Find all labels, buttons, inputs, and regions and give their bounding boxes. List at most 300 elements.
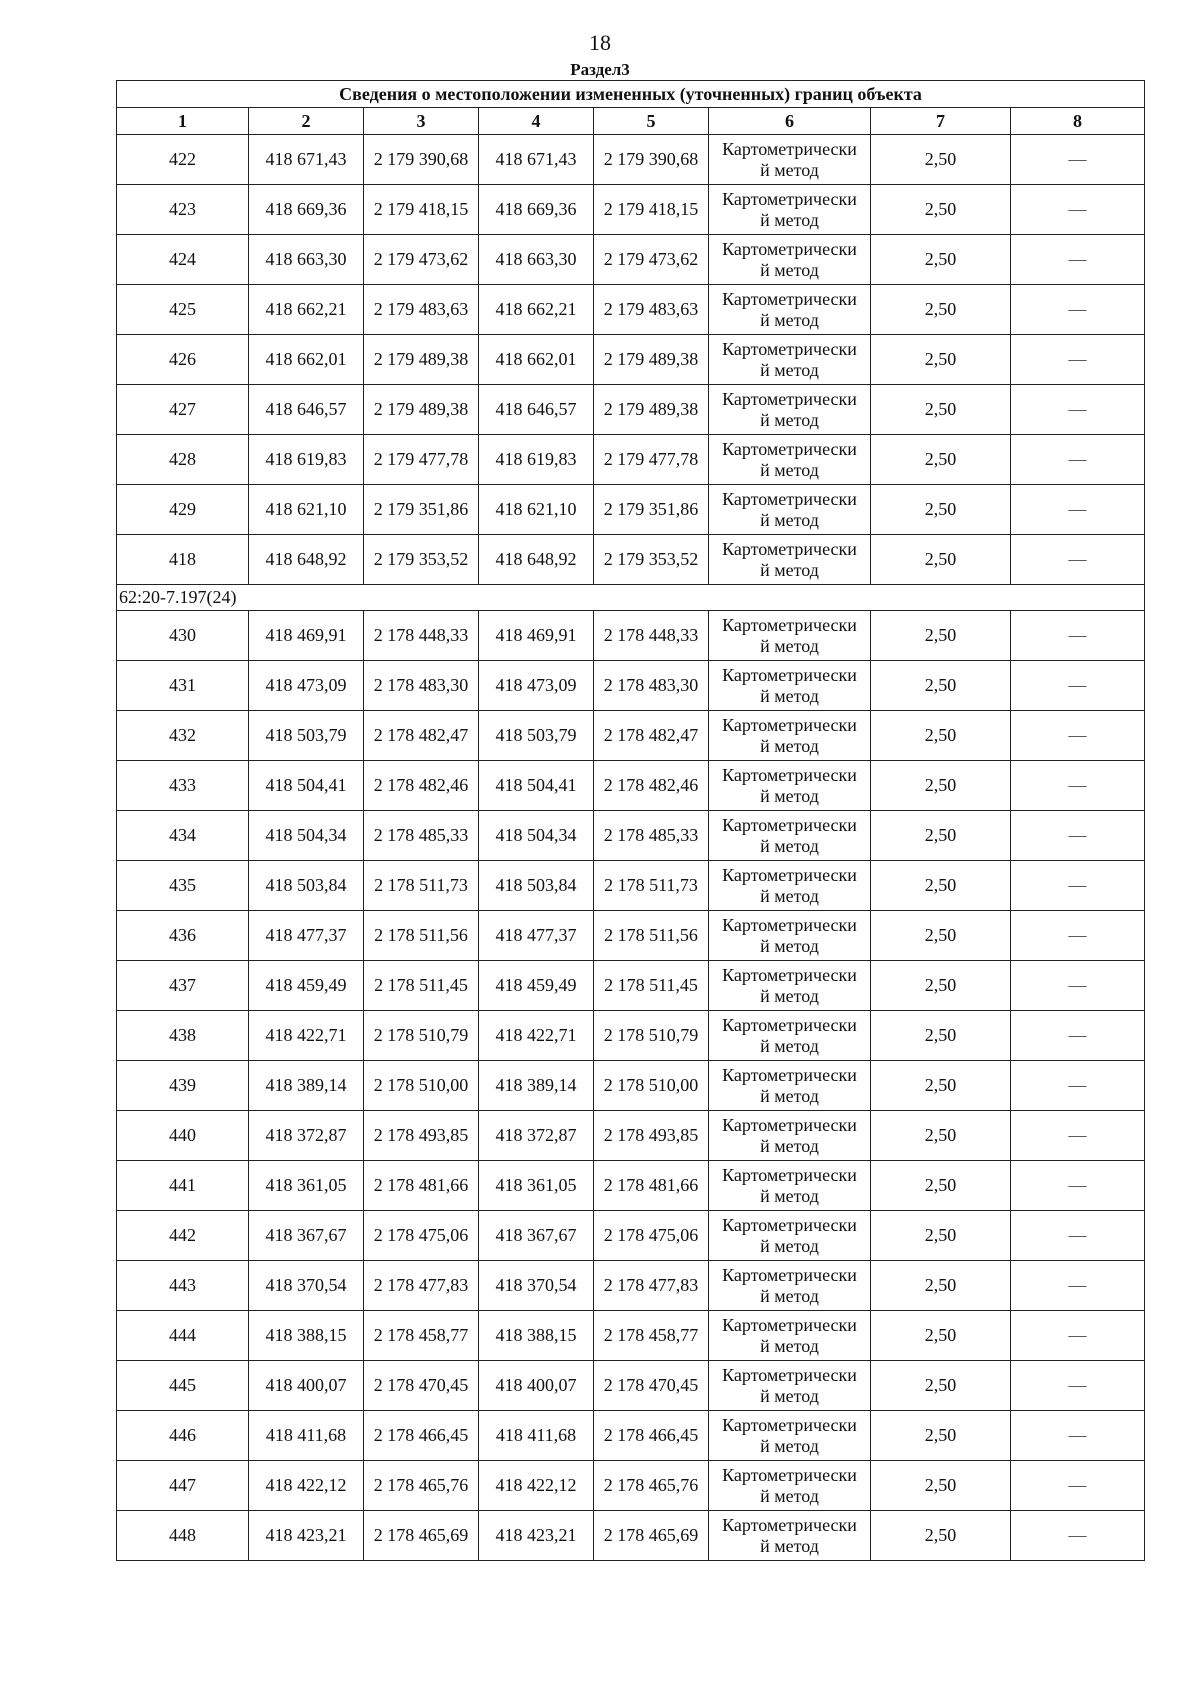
method-line: Картометрически xyxy=(722,1064,857,1085)
table-cell: 432 xyxy=(117,711,249,761)
column-number: 7 xyxy=(871,108,1011,135)
method-line: й метод xyxy=(760,835,819,856)
table-cell: 2 178 510,00 xyxy=(364,1061,479,1111)
table-cell: 2,50 xyxy=(871,285,1011,335)
table-cell: 2 178 448,33 xyxy=(594,611,709,661)
method-cell xyxy=(709,1111,871,1161)
table-cell: 2 178 485,33 xyxy=(364,811,479,861)
table-row xyxy=(117,611,1145,661)
table-cell: 2 179 483,63 xyxy=(364,285,479,335)
section-title: Раздел3 xyxy=(570,60,630,79)
table-cell: 418 504,34 xyxy=(249,811,364,861)
table-cell: 418 619,83 xyxy=(249,435,364,485)
table-cell: — xyxy=(1011,1261,1145,1311)
method-line: й метод xyxy=(760,1035,819,1056)
table-cell: — xyxy=(1011,611,1145,661)
method-line: й метод xyxy=(760,1435,819,1456)
method-line: й метод xyxy=(760,359,819,380)
method-line: й метод xyxy=(760,1235,819,1256)
table-cell: 433 xyxy=(117,761,249,811)
table-cell: 425 xyxy=(117,285,249,335)
method-line: Картометрически xyxy=(722,1164,857,1185)
table-cell: 443 xyxy=(117,1261,249,1311)
method-line: Картометрически xyxy=(722,238,857,259)
method-line: Картометрически xyxy=(722,138,857,159)
table-cell: — xyxy=(1011,1161,1145,1211)
table-cell: 2,50 xyxy=(871,235,1011,285)
table-cell: 2 179 418,15 xyxy=(364,185,479,235)
method-line: Картометрически xyxy=(722,864,857,885)
table-cell: 2 179 489,38 xyxy=(594,385,709,435)
table-cell: — xyxy=(1011,911,1145,961)
method-line: й метод xyxy=(760,459,819,480)
method-cell xyxy=(709,1211,871,1261)
table-cell: 2,50 xyxy=(871,1511,1011,1561)
table-cell: 2 178 470,45 xyxy=(364,1361,479,1411)
method-line: Картометрически xyxy=(722,1464,857,1485)
table-cell: 2 178 511,56 xyxy=(594,911,709,961)
table-cell: 436 xyxy=(117,911,249,961)
table-cell: 2 178 465,76 xyxy=(364,1461,479,1511)
method-cell xyxy=(709,135,871,185)
table-cell: 418 669,36 xyxy=(479,185,594,235)
method-line: Картометрически xyxy=(722,1364,857,1385)
method-line: Картометрически xyxy=(722,964,857,985)
table-cell: 2,50 xyxy=(871,611,1011,661)
table-cell: 2 178 493,85 xyxy=(364,1111,479,1161)
table-cell: 418 370,54 xyxy=(249,1261,364,1311)
method-line: й метод xyxy=(760,1485,819,1506)
table-cell: — xyxy=(1011,485,1145,535)
method-line: й метод xyxy=(760,1535,819,1556)
table-cell: 418 423,21 xyxy=(479,1511,594,1561)
table-cell: 418 411,68 xyxy=(479,1411,594,1461)
table-cell: — xyxy=(1011,1511,1145,1561)
table-cell: — xyxy=(1011,235,1145,285)
table-cell: — xyxy=(1011,1011,1145,1061)
table-cell: — xyxy=(1011,435,1145,485)
table-row xyxy=(117,435,1145,485)
table-cell: 418 646,57 xyxy=(479,385,594,435)
table-cell: — xyxy=(1011,1411,1145,1461)
method-line: Картометрически xyxy=(722,1414,857,1435)
table-cell: 447 xyxy=(117,1461,249,1511)
table-cell: 2 179 473,62 xyxy=(594,235,709,285)
method-cell xyxy=(709,235,871,285)
table-row xyxy=(117,961,1145,1011)
table-cell: 418 503,84 xyxy=(249,861,364,911)
method-line: й метод xyxy=(760,1335,819,1356)
method-cell xyxy=(709,335,871,385)
table-cell: 418 503,79 xyxy=(479,711,594,761)
table-row xyxy=(117,1161,1145,1211)
table-cell: 418 459,49 xyxy=(479,961,594,1011)
table-cell: 2 178 511,73 xyxy=(364,861,479,911)
table-cell: 418 367,67 xyxy=(479,1211,594,1261)
table-cell: — xyxy=(1011,185,1145,235)
method-line: Картометрически xyxy=(722,814,857,835)
method-line: Картометрически xyxy=(722,764,857,785)
method-cell xyxy=(709,1511,871,1561)
table-cell: — xyxy=(1011,861,1145,911)
table-cell: 418 648,92 xyxy=(249,535,364,585)
method-cell xyxy=(709,435,871,485)
table-cell: 2,50 xyxy=(871,535,1011,585)
method-cell xyxy=(709,811,871,861)
table-cell: 2 178 481,66 xyxy=(364,1161,479,1211)
method-line: й метод xyxy=(760,509,819,530)
table-cell: — xyxy=(1011,961,1145,1011)
table-row xyxy=(117,1461,1145,1511)
table-cell: 2 179 489,38 xyxy=(594,335,709,385)
table-cell: 2 178 465,76 xyxy=(594,1461,709,1511)
table-cell: 428 xyxy=(117,435,249,485)
table-cell: 2,50 xyxy=(871,335,1011,385)
table-row xyxy=(117,185,1145,235)
table-row xyxy=(117,335,1145,385)
table-cell: — xyxy=(1011,761,1145,811)
table-row xyxy=(117,1061,1145,1111)
method-line: Картометрически xyxy=(722,1264,857,1285)
table-cell: 434 xyxy=(117,811,249,861)
table-cell: 2,50 xyxy=(871,1011,1011,1061)
table-cell: — xyxy=(1011,385,1145,435)
table-cell: 418 422,12 xyxy=(249,1461,364,1511)
table-row xyxy=(117,485,1145,535)
table-cell: 418 473,09 xyxy=(249,661,364,711)
method-cell xyxy=(709,1161,871,1211)
table-cell: 2,50 xyxy=(871,1211,1011,1261)
table-cell: 437 xyxy=(117,961,249,1011)
table-cell: 418 621,10 xyxy=(249,485,364,535)
table-row xyxy=(117,861,1145,911)
table-cell: 2 178 465,69 xyxy=(364,1511,479,1561)
table-cell: 418 503,84 xyxy=(479,861,594,911)
table-cell: — xyxy=(1011,1461,1145,1511)
table-row xyxy=(117,385,1145,435)
table-cell: — xyxy=(1011,285,1145,335)
table-cell: 418 671,43 xyxy=(249,135,364,185)
table-cell: 418 388,15 xyxy=(479,1311,594,1361)
table-row xyxy=(117,811,1145,861)
boundary-coordinates-table xyxy=(116,80,1145,1561)
method-line: й метод xyxy=(760,1135,819,1156)
table-cell: 2,50 xyxy=(871,961,1011,1011)
column-number-row xyxy=(117,108,1145,135)
table-cell: — xyxy=(1011,711,1145,761)
table-cell: 2,50 xyxy=(871,435,1011,485)
table-cell: 2,50 xyxy=(871,1061,1011,1111)
column-number: 1 xyxy=(117,108,249,135)
table-cell: 418 388,15 xyxy=(249,1311,364,1361)
table-cell: 2,50 xyxy=(871,1161,1011,1211)
method-cell xyxy=(709,1411,871,1461)
method-line: й метод xyxy=(760,935,819,956)
method-line: Картометрически xyxy=(722,1314,857,1335)
method-line: й метод xyxy=(760,885,819,906)
method-cell xyxy=(709,961,871,1011)
table-cell: 418 469,91 xyxy=(249,611,364,661)
table-cell: 418 xyxy=(117,535,249,585)
table-cell: 418 389,14 xyxy=(479,1061,594,1111)
table-cell: — xyxy=(1011,811,1145,861)
method-line: Картометрически xyxy=(722,1114,857,1135)
table-cell: 418 503,79 xyxy=(249,711,364,761)
table-cell: 2 178 510,79 xyxy=(594,1011,709,1061)
table-cell: 2 178 481,66 xyxy=(594,1161,709,1211)
method-line: й метод xyxy=(760,635,819,656)
table-cell: 418 372,87 xyxy=(479,1111,594,1161)
method-cell xyxy=(709,911,871,961)
table-cell: 2 178 483,30 xyxy=(364,661,479,711)
table-cell: 2 178 483,30 xyxy=(594,661,709,711)
table-cell: 2,50 xyxy=(871,861,1011,911)
table-cell: 2 179 390,68 xyxy=(594,135,709,185)
table-cell: — xyxy=(1011,661,1145,711)
method-line: Картометрически xyxy=(722,538,857,559)
method-line: й метод xyxy=(760,259,819,280)
table-cell: 442 xyxy=(117,1211,249,1261)
method-line: Картометрически xyxy=(722,388,857,409)
method-cell xyxy=(709,385,871,435)
table-cell: 418 367,67 xyxy=(249,1211,364,1261)
table-cell: 2 178 482,46 xyxy=(364,761,479,811)
table-cell: 441 xyxy=(117,1161,249,1211)
table-row xyxy=(117,911,1145,961)
table-row xyxy=(117,761,1145,811)
table-row xyxy=(117,1411,1145,1461)
method-cell xyxy=(709,485,871,535)
method-cell xyxy=(709,285,871,335)
method-line: й метод xyxy=(760,1385,819,1406)
table-caption: Сведения о местоположении измененных (уточненных) границ объекта xyxy=(117,81,1145,108)
method-cell xyxy=(709,861,871,911)
table-cell: 2,50 xyxy=(871,1411,1011,1461)
table-cell: — xyxy=(1011,1361,1145,1411)
table-cell: 418 400,07 xyxy=(249,1361,364,1411)
table-cell: 448 xyxy=(117,1511,249,1561)
table-cell: — xyxy=(1011,1111,1145,1161)
table-cell: 418 473,09 xyxy=(479,661,594,711)
table-row xyxy=(117,1511,1145,1561)
table-cell: 2 178 465,69 xyxy=(594,1511,709,1561)
table-cell: 422 xyxy=(117,135,249,185)
method-line: й метод xyxy=(760,1185,819,1206)
table-cell: 418 621,10 xyxy=(479,485,594,535)
table-cell: 2 179 489,38 xyxy=(364,385,479,435)
column-number: 3 xyxy=(364,108,479,135)
table-cell: 2 178 475,06 xyxy=(364,1211,479,1261)
table-cell: 2,50 xyxy=(871,135,1011,185)
method-line: Картометрически xyxy=(722,188,857,209)
table-cell: 439 xyxy=(117,1061,249,1111)
table-row xyxy=(117,661,1145,711)
table-cell: 2,50 xyxy=(871,911,1011,961)
method-line: Картометрически xyxy=(722,914,857,935)
method-cell xyxy=(709,1061,871,1111)
table-cell: 2 178 510,79 xyxy=(364,1011,479,1061)
table-cell: 424 xyxy=(117,235,249,285)
table-cell: 2,50 xyxy=(871,761,1011,811)
table-cell: 418 662,01 xyxy=(479,335,594,385)
table-cell: 2 178 466,45 xyxy=(364,1411,479,1461)
table-cell: 2 178 510,00 xyxy=(594,1061,709,1111)
table-cell: 2 178 485,33 xyxy=(594,811,709,861)
table-cell: 435 xyxy=(117,861,249,911)
method-line: й метод xyxy=(760,735,819,756)
table-cell: 418 648,92 xyxy=(479,535,594,585)
method-line: Картометрически xyxy=(722,338,857,359)
table-cell: 2 178 511,45 xyxy=(364,961,479,1011)
method-cell xyxy=(709,1261,871,1311)
table-cell: 2 179 483,63 xyxy=(594,285,709,335)
table-cell: 431 xyxy=(117,661,249,711)
table-cell: 2 179 477,78 xyxy=(594,435,709,485)
table-cell: 427 xyxy=(117,385,249,435)
method-line: й метод xyxy=(760,559,819,580)
method-cell xyxy=(709,535,871,585)
table-row xyxy=(117,535,1145,585)
table-cell: 429 xyxy=(117,485,249,535)
table-cell: 2 178 466,45 xyxy=(594,1411,709,1461)
table-cell: 418 662,21 xyxy=(479,285,594,335)
table-cell: 418 361,05 xyxy=(249,1161,364,1211)
table-cell: — xyxy=(1011,135,1145,185)
column-number: 5 xyxy=(594,108,709,135)
table-cell: 2 179 489,38 xyxy=(364,335,479,385)
method-cell xyxy=(709,761,871,811)
table-cell: 430 xyxy=(117,611,249,661)
method-line: Картометрически xyxy=(722,288,857,309)
table-cell: 418 361,05 xyxy=(479,1161,594,1211)
table-cell: 2 178 511,73 xyxy=(594,861,709,911)
table-row xyxy=(117,1261,1145,1311)
table-cell: 2,50 xyxy=(871,485,1011,535)
table-cell: 2,50 xyxy=(871,1311,1011,1361)
column-number: 4 xyxy=(479,108,594,135)
table-cell: 418 400,07 xyxy=(479,1361,594,1411)
method-line: й метод xyxy=(760,785,819,806)
table-row xyxy=(117,1211,1145,1261)
method-line: Картометрически xyxy=(722,1514,857,1535)
table-cell: 418 504,34 xyxy=(479,811,594,861)
table-row xyxy=(117,1361,1145,1411)
table-cell: 2 178 470,45 xyxy=(594,1361,709,1411)
table-cell: 2 178 482,47 xyxy=(594,711,709,761)
table-cell: 2,50 xyxy=(871,1261,1011,1311)
table-cell: 418 370,54 xyxy=(479,1261,594,1311)
method-line: Картометрически xyxy=(722,714,857,735)
table-cell: 2 179 390,68 xyxy=(364,135,479,185)
table-cell: 2 179 351,86 xyxy=(594,485,709,535)
method-line: й метод xyxy=(760,985,819,1006)
table-cell: 418 662,21 xyxy=(249,285,364,335)
table-row xyxy=(117,235,1145,285)
method-cell xyxy=(709,1311,871,1361)
table-cell: 426 xyxy=(117,335,249,385)
table-cell: 2,50 xyxy=(871,185,1011,235)
table-row xyxy=(117,135,1145,185)
method-line: й метод xyxy=(760,1085,819,1106)
table-cell: 418 477,37 xyxy=(479,911,594,961)
table-cell: 440 xyxy=(117,1111,249,1161)
method-line: Картометрически xyxy=(722,614,857,635)
table-cell: 418 477,37 xyxy=(249,911,364,961)
method-line: й метод xyxy=(760,209,819,230)
method-line: й метод xyxy=(760,159,819,180)
method-cell xyxy=(709,1461,871,1511)
table-cell: 2 178 477,83 xyxy=(594,1261,709,1311)
table-cell: — xyxy=(1011,535,1145,585)
cadastral-number-label: 62:20-7.197(24) xyxy=(117,585,1145,611)
table-cell: 418 422,12 xyxy=(479,1461,594,1511)
table-cell: 423 xyxy=(117,185,249,235)
table-cell: 2 179 477,78 xyxy=(364,435,479,485)
table-cell: 2,50 xyxy=(871,661,1011,711)
table-cell: 2 179 418,15 xyxy=(594,185,709,235)
table-cell: 418 669,36 xyxy=(249,185,364,235)
table-cell: 418 422,71 xyxy=(249,1011,364,1061)
table-cell: 2 178 448,33 xyxy=(364,611,479,661)
table-row xyxy=(117,711,1145,761)
method-line: й метод xyxy=(760,1285,819,1306)
table-cell: 2 178 458,77 xyxy=(594,1311,709,1361)
table-cell: 2,50 xyxy=(871,1461,1011,1511)
table-cell: 2 179 353,52 xyxy=(364,535,479,585)
table-row xyxy=(117,285,1145,335)
table-cell: 418 619,83 xyxy=(479,435,594,485)
table-cell: 2,50 xyxy=(871,811,1011,861)
page-number: 18 xyxy=(589,30,611,55)
column-number: 2 xyxy=(249,108,364,135)
table-cell: 418 646,57 xyxy=(249,385,364,435)
table-cell: 2 178 511,56 xyxy=(364,911,479,961)
column-number: 8 xyxy=(1011,108,1145,135)
table-row xyxy=(117,1111,1145,1161)
method-cell xyxy=(709,611,871,661)
table-cell: 418 663,30 xyxy=(479,235,594,285)
table-cell: — xyxy=(1011,1211,1145,1261)
method-line: Картометрически xyxy=(722,1214,857,1235)
table-cell: 2,50 xyxy=(871,1361,1011,1411)
table-cell: 418 504,41 xyxy=(479,761,594,811)
method-line: й метод xyxy=(760,409,819,430)
table-cell: 2 178 482,47 xyxy=(364,711,479,761)
table-cell: 2,50 xyxy=(871,711,1011,761)
table-cell: 2,50 xyxy=(871,1111,1011,1161)
table-cell: 2,50 xyxy=(871,385,1011,435)
table-cell: 2 178 458,77 xyxy=(364,1311,479,1361)
table-cell: 2 178 482,46 xyxy=(594,761,709,811)
method-cell xyxy=(709,1011,871,1061)
group-row xyxy=(117,585,1145,611)
table-cell: 418 411,68 xyxy=(249,1411,364,1461)
method-cell xyxy=(709,185,871,235)
table-cell: — xyxy=(1011,1311,1145,1361)
table-cell: 2 179 473,62 xyxy=(364,235,479,285)
method-line: й метод xyxy=(760,309,819,330)
method-cell xyxy=(709,661,871,711)
method-line: Картометрически xyxy=(722,1014,857,1035)
table-cell: 418 662,01 xyxy=(249,335,364,385)
method-line: Картометрически xyxy=(722,438,857,459)
table-cell: 444 xyxy=(117,1311,249,1361)
table-cell: 445 xyxy=(117,1361,249,1411)
table-cell: — xyxy=(1011,335,1145,385)
table-cell: 2 178 493,85 xyxy=(594,1111,709,1161)
method-line: й метод xyxy=(760,685,819,706)
table-cell: 2 178 477,83 xyxy=(364,1261,479,1311)
